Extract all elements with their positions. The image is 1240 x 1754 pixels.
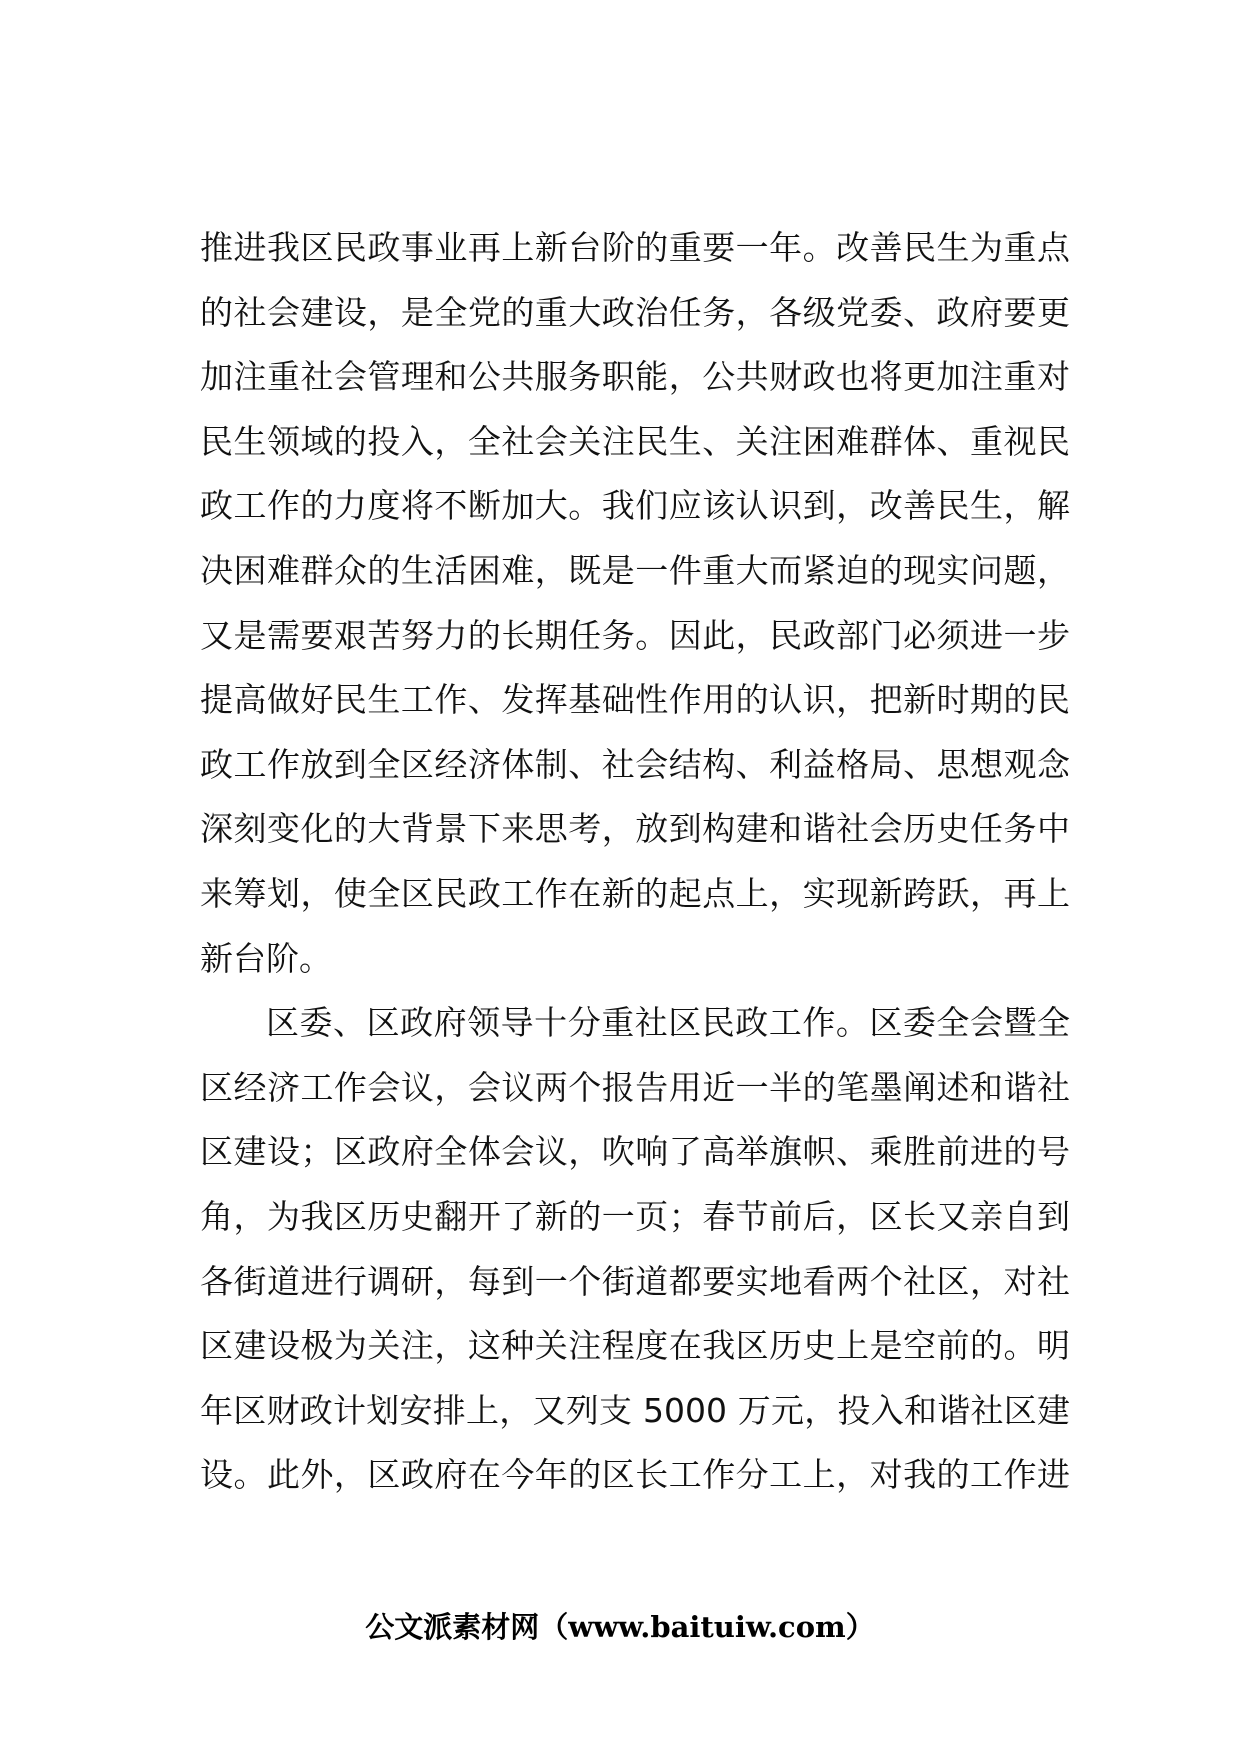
footer-watermark: 公文派素材网（www.baituiw.com） (365, 1610, 875, 1644)
paragraph-1-line-1: 推进我区民政事业再上新台阶的重要一年。改善民生为重点 (200, 228, 1070, 267)
paragraph-2-line-2: 区经济工作会议，会议两个报告用近一半的笔墨阐述和谐社 (200, 1067, 1070, 1107)
paragraph-1-line-9: 政工作放到全区经济体制、社会结构、利益格局、思想观念 (200, 744, 1070, 784)
paragraph-1-line-3: 加注重社会管理和公共服务职能，公共财政也将更加注重对 (200, 357, 1070, 397)
paragraph-1-line-6: 决困难群众的生活困难，既是一件重大而紧迫的现实问题， (200, 550, 1070, 590)
paragraph-2-line-4: 角，为我区历史翻开了新的一页；春节前后，区长又亲自到 (200, 1196, 1070, 1236)
paragraph-1-line-11: 来筹划，使全区民政工作在新的起点上，实现新跨跃，再上 (200, 873, 1070, 913)
paragraph-2-line-3: 区建设；区政府全体会议，吹响了高举旗帜、乘胜前进的号 (200, 1132, 1070, 1172)
paragraph-2-line-6: 区建设极为关注，这种关注程度在我区历史上是空前的。明 (200, 1326, 1070, 1366)
paragraph-1-line-2: 的社会建设，是全党的重大政治任务，各级党委、政府要更 (200, 292, 1070, 332)
paragraph-2-line-5: 各街道进行调研，每到一个街道都要实地看两个社区，对社 (200, 1261, 1070, 1301)
paragraph-1-line-8: 提高做好民生工作、发挥基础性作用的认识，把新时期的民 (200, 680, 1070, 720)
paragraph-1-line-7: 又是需要艰苦努力的长期任务。因此，民政部门必须进一步 (200, 615, 1070, 655)
paragraph-2-line-7: 年区财政计划安排上，又列支 5000 万元，投入和谐社区建 (200, 1390, 1070, 1430)
paragraph-1-line-4: 民生领域的投入，全社会关注民生、关注困难群体、重视民 (200, 421, 1070, 461)
body-text (200, 216, 1070, 1508)
paragraph-2-line-1: 区委、区政府领导十分重社区民政工作。区委全会暨全 (266, 1003, 1070, 1043)
paragraph-2-line-8: 设。此外，区政府在今年的区长工作分工上，对我的工作进 (200, 1455, 1070, 1495)
paragraph-1-line-12: 新台阶。 (200, 938, 332, 978)
paragraph-1-line-10: 深刻变化的大背景下来思考，放到构建和谐社会历史任务中 (200, 809, 1070, 849)
paragraph-1-line-5: 政工作的力度将不断加大。我们应该认识到，改善民生，解 (200, 486, 1070, 526)
